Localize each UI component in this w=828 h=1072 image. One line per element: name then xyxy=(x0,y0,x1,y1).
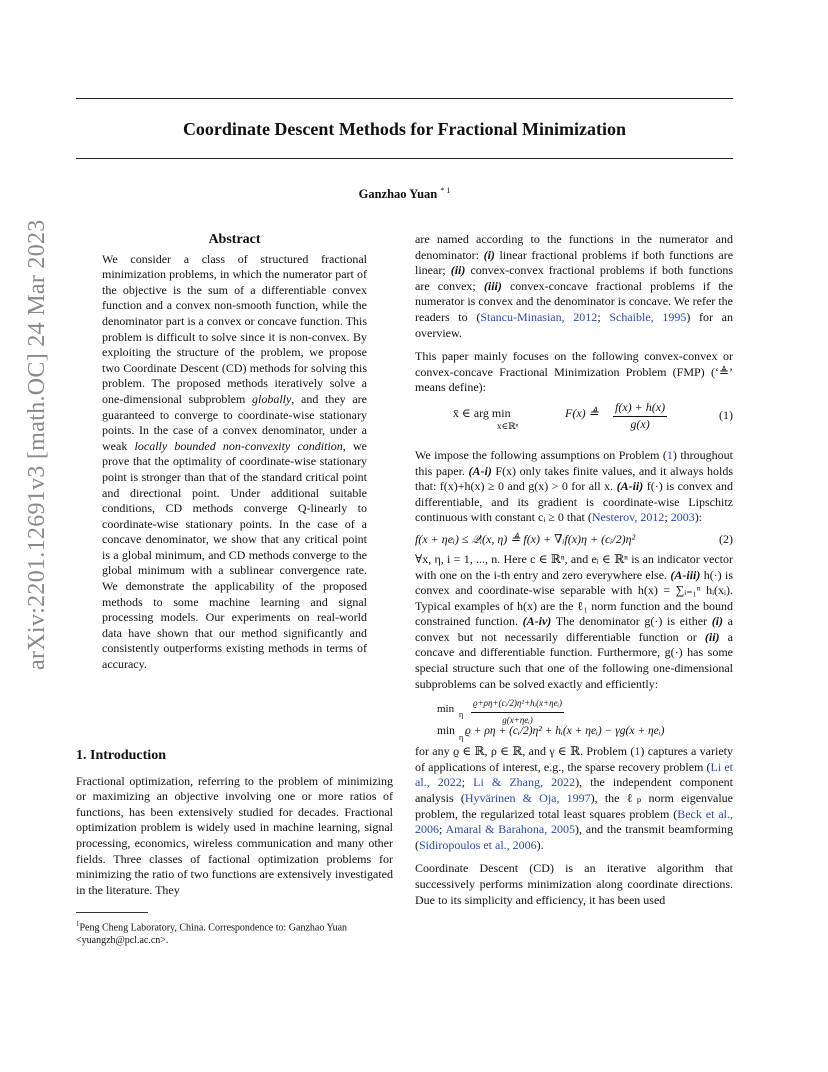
paragraph-coordinate-descent: Coordinate Descent (CD) is an iterative algorithm that successively performs minimization along coordinate directions. Due to its simplicity and efficiency, it has been used xyxy=(415,861,733,907)
citation-link[interactable]: Li et al., 2022 xyxy=(415,759,733,790)
eq1-objective: F(x) ≜ xyxy=(565,405,599,420)
top-rule xyxy=(76,98,733,99)
abstract-text xyxy=(102,252,367,673)
author-line xyxy=(76,186,733,202)
subproblem-2: min η ϱ + ρη + (cᵢ/2)η² + hᵢ(x + ηeᵢ) − γg(x + ηeᵢ) xyxy=(437,725,665,743)
eq2-number: (2) xyxy=(719,531,733,546)
author-affiliation-mark: * 1 xyxy=(440,186,451,195)
paragraph-assumptions: We impose the following assumptions on Problem (1) throughout this paper. (A-i) F(x) only takes finite values, and it always holds that: f(x)+h(x) ≥ 0 and g(x) > 0 for all x. (A-ii) f(·) is convex and differentiable, and its gradient is coordinate-wise Lipschitz continuous with constant cᵢ ≥ 0 that (Nesterov, 2012; 2003): xyxy=(415,447,733,525)
paragraph-applications: for any ϱ ∈ ℝ, ρ ∈ ℝ, and γ ∈ ℝ. Problem (1) captures a variety of applications of interest, e.g., the sparse recovery problem (Li et al., 2022; Li & Zhang, 2022), the independent component analysis (Hyvärinen & Oja, 1997), the ℓₚ norm eigenvalue problem, the regularized total least squares problem (Beck et al., 2006; Amaral & Barahona, 2005), and the transmit beamforming (Sidiropoulos et al., 2006). xyxy=(415,744,734,852)
footnote-rule xyxy=(76,912,148,913)
citation-link[interactable]: Beck et al., 2006 xyxy=(415,806,733,837)
eq1-fraction xyxy=(613,400,667,432)
equation-ref[interactable]: 1 xyxy=(634,744,641,759)
footnote-mark: 1 xyxy=(76,920,80,928)
eq1-numerator: f(x) + h(x) xyxy=(613,400,667,417)
right-column xyxy=(415,232,733,908)
arxiv-sidebar xyxy=(24,219,50,670)
eq1-number: (1) xyxy=(719,407,733,422)
eq1-argmin: x̄ ∈ arg min xyxy=(452,405,511,420)
citation-link[interactable]: Amaral & Barahona, 2005 xyxy=(445,822,576,837)
paragraph-fmp: This paper mainly focuses on the following convex-convex or convex-concave Fractional Minimization Problem (FMP) (‘≜’ means define): xyxy=(415,349,733,395)
citation-link[interactable]: 2003 xyxy=(670,510,695,525)
eq2-body: f(x + ηeᵢ) ≤ 𝒬ᵢ(x, η) ≜ f(x) + ∇ᵢf(x)η + (cᵢ/2)η² xyxy=(415,531,636,546)
abstract-part: We consider a class of structured fractional minimization problems, in which the numerator part of the objective is the sum of a differentiable convex function and a convex non-smooth function, while the denominator part is a convex or concave function. This problem is difficult to solve since it is non-convex. By exploiting the structure of the problem, we propose two Coordinate Descent (CD) methods for solving this problem. The proposed methods iteratively solve a one-dimensional subproblem xyxy=(102,251,367,406)
citation-link[interactable]: Stancu-Minasian, 2012 xyxy=(480,309,598,324)
abstract-section xyxy=(102,232,367,673)
footnote xyxy=(76,918,394,947)
subproblem-1: min η ϱ+ρη+(cᵢ/2)η²+hᵢ(x+ηeᵢ) g(x+ηeᵢ) xyxy=(415,696,733,722)
paragraph-assumptions-cont: ∀x, η, i = 1, ..., n. Here c ∈ ℝⁿ, and eᵢ ∈ ℝⁿ is an indicator vector with one on the i-th entry and zero everywhere else. (A-iii) h(·) is convex and coordinate-wise separable with h(x) = ∑ᵢ₌₁ⁿ hᵢ(xᵢ). Typical examples of h(x) are the ℓ₁ norm function and the bound constrained function. (A-iv) The denominator g(·) is either (i) a convex but not necessarily differentiable function or (ii) a concave and differentiable function. Furthermore, g(·) has some special structure such that one of the following one-dimensional subproblems can be solved exactly and efficiently: xyxy=(415,551,734,691)
equation-ref[interactable]: 1 xyxy=(666,447,673,462)
abstract-part: , and they are guaranteed to converge to coordinate-wise stationary points. In the case of a convex denominator, under a weak xyxy=(102,391,367,453)
arxiv-identifier: arXiv:2201.12691v3 [math.OC] 24 Mar 2023 xyxy=(24,219,50,670)
title-rule xyxy=(76,158,733,159)
abstract-heading: Abstract xyxy=(208,232,261,247)
equation-2 xyxy=(415,530,733,552)
footnote-text: Peng Cheng Laboratory, China. Correspondence to: Ganzhao Yuan <yuangzh@pcl.ac.cn>. xyxy=(76,922,348,947)
citation-link[interactable]: Li & Zhang, 2022 xyxy=(473,775,576,790)
section-heading: 1. Introduction xyxy=(76,748,166,763)
citation-link[interactable]: Nesterov, 2012 xyxy=(591,510,665,525)
eq1-subscript: x∈ℝⁿ xyxy=(497,420,519,431)
subproblem-1-fraction: ϱ+ρη+(cᵢ/2)η²+hᵢ(x+ηeᵢ) g(x+ηeᵢ) xyxy=(473,698,563,725)
citation-link[interactable]: Hyvärinen & Oja, 1997 xyxy=(464,791,591,806)
abstract-emph: globally xyxy=(252,391,292,406)
author-name: Ganzhao Yuan xyxy=(358,187,438,202)
equation-1 xyxy=(415,398,733,442)
paragraph-fractional-classes: are named according to the functions in the numerator and denominator: (i) linear fractional problems if both functions are linear; (ii) convex-convex fractional problems if both functions are convex; (iii) convex-concave fractional problems if the numerator is convex and the denominator is concave. We refer the readers to (Stancu-Minasian, 2012; Schaible, 1995) for an overview. xyxy=(415,232,734,340)
citation-link[interactable]: Schaible, 1995 xyxy=(609,309,687,324)
abstract-part: , we prove that the optimality of coordinate-wise stationary point is stronger than that of the standard critical point and directional point. Under additional suitable conditions, CD methods converge Q-linearly to coordinate-wise stationary points. In the case of a concave denominator, we show that any critical point is a global minimum, and CD methods converge to the global minimum with a sublinear convergence rate. We demonstrate the applicability of the proposed methods to some machine learning and signal processing models. Our experiments on real-world data have shown that our method significantly and consistently outperforms existing methods in terms of accuracy. xyxy=(102,438,367,672)
abstract-emph: locally bounded non-convexity condition xyxy=(134,438,343,453)
eq1-denominator: g(x) xyxy=(630,416,650,431)
intro-paragraph: Fractional optimization, referring to the problem of minimizing or maximizing an objective involving one or more ratios of functions, has been extensively studied for decades. Fractional optimization problem is widely used in machine learning, signal processing, economics, wireless communication and many other fields. Three classes of factional optimization problems for minimizing the ratio of two functions are extensively investigated in the literature. They xyxy=(76,773,393,897)
paper-title: Coordinate Descent Methods for Fractional Minimization xyxy=(182,119,627,139)
introduction-section xyxy=(76,748,393,898)
citation-link[interactable]: Sidiropoulos et al., 2006 xyxy=(419,837,537,852)
